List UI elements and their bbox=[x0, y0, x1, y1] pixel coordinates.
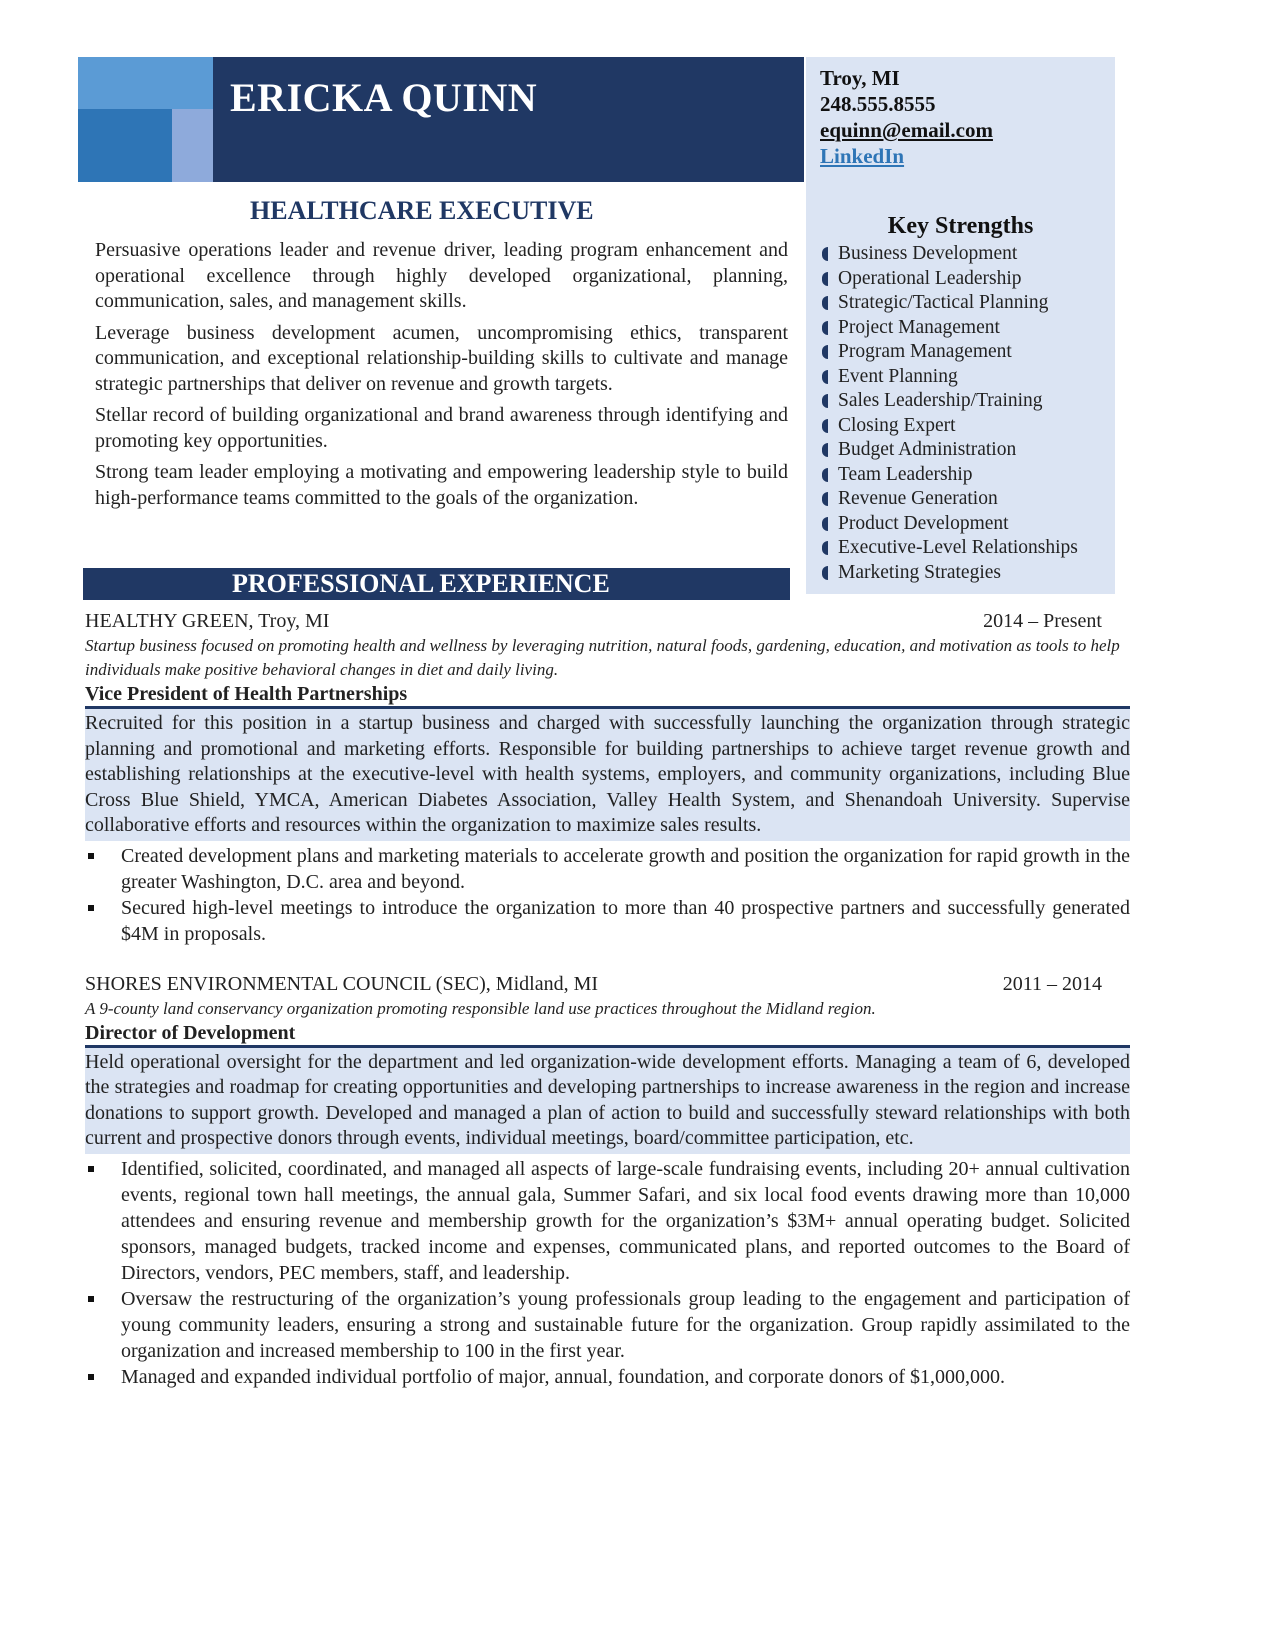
key-strength-item bbox=[822, 340, 1115, 365]
half-circle-bullet-icon bbox=[822, 566, 828, 580]
half-circle-bullet-icon bbox=[822, 272, 828, 286]
square-bullet-icon bbox=[88, 853, 94, 859]
half-circle-bullet-icon bbox=[822, 370, 828, 384]
key-strength-label: Program Management bbox=[838, 341, 1012, 362]
half-circle-bullet-icon bbox=[822, 517, 828, 531]
key-strength-item bbox=[822, 242, 1115, 267]
achievement-bullet bbox=[85, 1156, 1130, 1286]
key-strength-label: Strategic/Tactical Planning bbox=[838, 292, 1049, 313]
key-strength-label: Project Management bbox=[838, 316, 1000, 338]
key-strength-item bbox=[822, 365, 1115, 390]
decor-block bbox=[172, 109, 213, 182]
job-entry bbox=[85, 608, 1130, 947]
half-circle-bullet-icon bbox=[822, 296, 828, 310]
section-title-experience: PROFESSIONAL EXPERIENCE bbox=[232, 569, 610, 598]
job-summary: Held operational oversight for the department and led organization-wide development efforts. Managing a team of 6, developed the strategies and roadmap for creating opportunities and developing partnerships to increase awareness in the region and increase donations to support growth. Developed and managed a plan of action to build and successfully steward relationships with both current and prospective donors through events, individual meetings, board/committee participation, etc. bbox=[85, 1048, 1130, 1154]
square-bullet-icon bbox=[88, 905, 94, 911]
key-strength-label: Marketing Strategies bbox=[838, 561, 1001, 583]
achievements bbox=[85, 843, 1130, 947]
phone: 248.555.8555 bbox=[820, 92, 936, 116]
half-circle-bullet-icon bbox=[822, 247, 828, 261]
key-strength-label: Executive-Level Relationships bbox=[838, 537, 1078, 558]
key-strength-label: Revenue Generation bbox=[838, 488, 998, 509]
job-title: Director of Development bbox=[85, 1021, 1130, 1048]
square-bullet-icon bbox=[88, 1296, 94, 1302]
job-dates: 2014 – Present bbox=[983, 610, 1102, 632]
achievement-bullet bbox=[85, 895, 1130, 947]
key-strength-label: Business Development bbox=[838, 243, 1018, 264]
key-strength-item bbox=[822, 267, 1115, 292]
summary-paragraph: Persuasive operations leader and revenue driver, leading program enhancement and operational excellence through highly developed organizational, planning, communication, sales, and management skills. bbox=[95, 239, 788, 312]
key-strength-item bbox=[822, 512, 1115, 537]
linkedin-link[interactable]: LinkedIn bbox=[820, 144, 905, 168]
company: HEALTHY GREEN, Troy, MI bbox=[85, 610, 330, 632]
key-strength-item bbox=[822, 414, 1115, 439]
key-strength-item bbox=[822, 536, 1115, 561]
achievement-bullet bbox=[85, 843, 1130, 895]
decor-block bbox=[78, 57, 213, 109]
job-title: Vice President of Health Partnerships bbox=[85, 682, 1130, 709]
bullet-text: Created development plans and marketing materials to accelerate growth and position the organization for rapid growth in the greater Washington, D.C. area and beyond. bbox=[121, 844, 1130, 893]
half-circle-bullet-icon bbox=[822, 394, 828, 408]
key-strength-label: Budget Administration bbox=[838, 439, 1017, 460]
company-description: A 9-county land conservancy organization promoting responsible land use practices throughout the Midland region. bbox=[85, 998, 876, 1018]
company-description: Startup business focused on promoting health and wellness by leveraging nutrition, natural foods, gardening, education, and motivation as tools to help individuals make positive behavioral changes in diet and daily living. bbox=[85, 636, 1120, 679]
key-strengths-list bbox=[806, 242, 1115, 585]
location: Troy, MI bbox=[820, 66, 900, 90]
half-circle-bullet-icon bbox=[822, 468, 828, 482]
achievement-bullet bbox=[85, 1286, 1130, 1364]
key-strength-label: Sales Leadership/Training bbox=[838, 390, 1043, 411]
key-strength-label: Closing Expert bbox=[838, 414, 956, 436]
bullet-text: Managed and expanded individual portfolio of major, annual, foundation, and corporate donors of $1,000,000. bbox=[121, 1365, 1005, 1388]
experience-list bbox=[85, 608, 1130, 1414]
half-circle-bullet-icon bbox=[822, 443, 828, 457]
half-circle-bullet-icon bbox=[822, 321, 828, 335]
achievements bbox=[85, 1156, 1130, 1390]
candidate-name: ERICKA QUINN bbox=[230, 75, 538, 120]
key-strength-item bbox=[822, 463, 1115, 488]
key-strengths-title: Key Strengths bbox=[887, 213, 1034, 239]
key-strength-item bbox=[822, 389, 1115, 414]
bullet-text: Oversaw the restructuring of the organization’s young professionals group leading to the engagement and participation of young community leaders, ensuring a strong and sustainable future for the organization. Group rapidly assimilated to the organization and increased membership to 100 in the first year. bbox=[121, 1287, 1130, 1362]
sidebar bbox=[806, 57, 1115, 594]
key-strength-label: Team Leadership bbox=[838, 463, 973, 485]
key-strength-label: Product Development bbox=[838, 512, 1009, 534]
summary-paragraph: Leverage business development acumen, uncompromising ethics, transparent communication, and exceptional relationship-building skills to cultivate and manage strategic partnerships that deliver on revenue and growth targets. bbox=[95, 321, 788, 395]
key-strength-label: Operational Leadership bbox=[838, 267, 1022, 289]
headline: HEALTHCARE EXECUTIVE bbox=[250, 196, 594, 225]
job-summary: Recruited for this position in a startup business and charged with successfully launching the organization through strategic planning and promotional and marketing efforts. Responsible for building partnerships to achieve target revenue growth and establishing relationships at the executive-level with health systems, employers, and community organizations, including Blue Cross Blue Shield, YMCA, American Diabetes Association, Valley Health System, and Shenandoah University. Supervise collaborative efforts and resources within the organization to maximize sales results. bbox=[85, 709, 1130, 841]
key-strength-label: Event Planning bbox=[838, 365, 958, 387]
summary-paragraph: Strong team leader employing a motivating and empowering leadership style to build high-performance teams committed to the goals of the organization. bbox=[95, 461, 788, 509]
job-entry bbox=[85, 971, 1130, 1390]
contact-info bbox=[806, 57, 1115, 169]
half-circle-bullet-icon bbox=[822, 492, 828, 506]
decor-block bbox=[78, 109, 172, 182]
half-circle-bullet-icon bbox=[822, 541, 828, 555]
key-strength-item bbox=[822, 561, 1115, 586]
bullet-text: Secured high-level meetings to introduce the organization to more than 40 prospective partners and successfully generated $4M in proposals. bbox=[121, 896, 1130, 945]
key-strength-item bbox=[822, 487, 1115, 512]
half-circle-bullet-icon bbox=[822, 419, 828, 433]
email-link[interactable]: equinn@email.com bbox=[820, 118, 993, 142]
square-bullet-icon bbox=[88, 1166, 94, 1172]
key-strength-item bbox=[822, 291, 1115, 316]
bullet-text: Identified, solicited, coordinated, and managed all aspects of large-scale fundraising events, including 20+ annual cultivation events, regional town hall meetings, the annual gala, Summer Safari, and six local food events drawing more than 10,000 attendees and ensuring revenue and membership growth for the organization’s $3M+ annual operating budget. Solicited sponsors, managed budgets, tracked income and expenses, communicated plans, and reported outcomes to the Board of Directors, vendors, PEC members, staff, and leadership. bbox=[121, 1157, 1130, 1284]
summary-paragraph: Stellar record of building organizational and brand awareness through identifying and promoting key opportunities. bbox=[95, 404, 788, 452]
company: SHORES ENVIRONMENTAL COUNCIL (SEC), Midland, MI bbox=[85, 972, 599, 995]
half-circle-bullet-icon bbox=[822, 345, 828, 359]
summary bbox=[95, 238, 788, 517]
key-strength-item bbox=[822, 438, 1115, 463]
achievement-bullet bbox=[85, 1364, 1130, 1390]
job-dates: 2011 – 2014 bbox=[1002, 972, 1102, 995]
key-strength-item bbox=[822, 316, 1115, 341]
square-bullet-icon bbox=[88, 1374, 94, 1380]
